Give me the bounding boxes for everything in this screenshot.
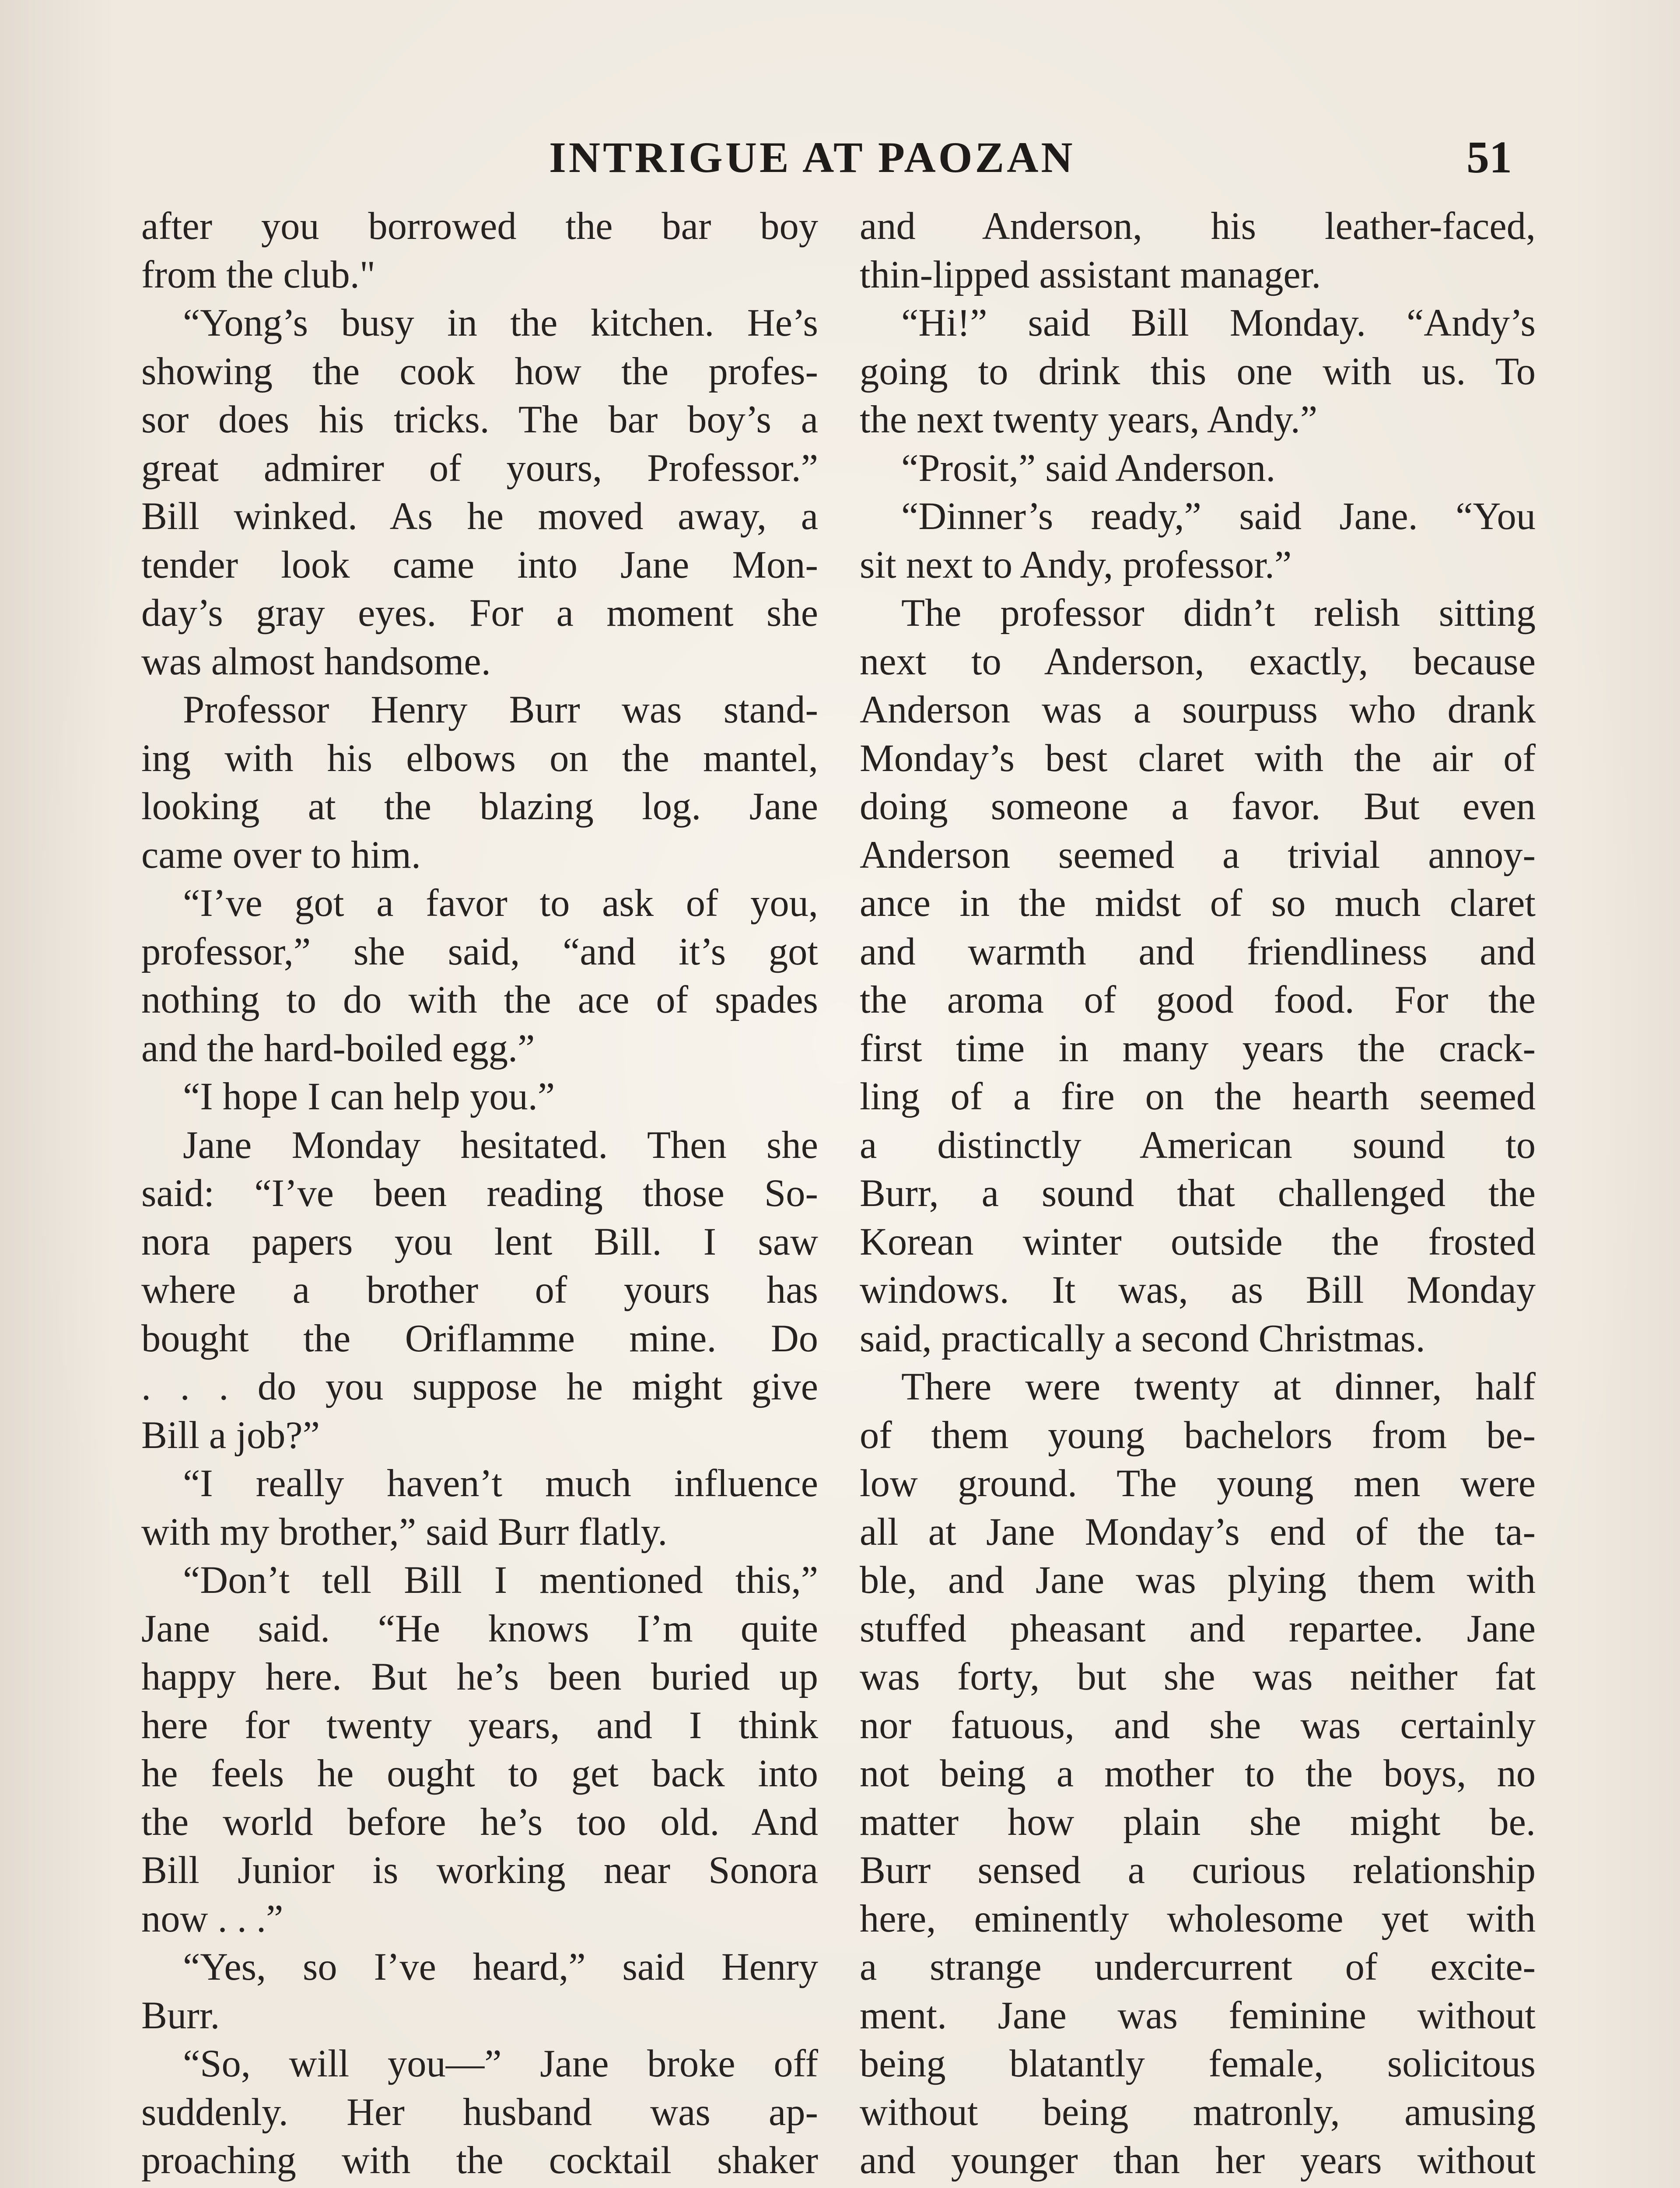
text-line: Jane said. “He knows I’m quite <box>141 1607 818 1650</box>
text-line: and warmth and friendliness and <box>860 930 1536 973</box>
text-line: was forty, but she was neither fat <box>860 1655 1536 1698</box>
text-line: he feels he ought to get back into <box>141 1752 818 1795</box>
text-line: Anderson was a sourpuss who drank <box>860 688 1536 731</box>
text-line: looking at the blazing log. Jane <box>141 785 818 828</box>
text-line: ing with his elbows on the mantel, <box>141 736 818 780</box>
text-line: “So, will you—” Jane broke off <box>183 2042 818 2085</box>
text-line: low ground. The young men were <box>860 1462 1536 1505</box>
text-line: sit next to Andy, professor.” <box>860 543 1292 586</box>
text-line: nor fatuous, and she was certainly <box>860 1704 1536 1747</box>
text-line: ance in the midst of so much claret <box>860 882 1536 925</box>
text-line: going to drink this one with us. To <box>860 350 1536 393</box>
text-line: next to Anderson, exactly, because <box>860 640 1536 683</box>
text-line: here for twenty years, and I think <box>141 1704 818 1747</box>
text-line: windows. It was, as Bill Monday <box>860 1269 1536 1311</box>
text-line: with my brother,” said Burr flatly. <box>141 1510 668 1553</box>
text-line: ble, and Jane was plying them with <box>860 1559 1536 1602</box>
text-line: “Hi!” said Bill Monday. “Andy’s <box>901 302 1536 344</box>
text-column-right <box>860 202 1536 2185</box>
text-line: stuffed pheasant and repartee. Jane <box>860 1607 1536 1650</box>
text-line: was almost handsome. <box>141 640 491 683</box>
text-line: “Yong’s busy in the kitchen. He’s <box>183 302 818 344</box>
text-line: Korean winter outside the frosted <box>860 1220 1536 1263</box>
text-line: matter how plain she might be. <box>860 1800 1536 1844</box>
text-line: Professor Henry Burr was stand- <box>183 688 818 731</box>
text-line: the next twenty years, Andy.” <box>860 398 1318 441</box>
text-line: and Anderson, his leather-faced, <box>860 205 1536 248</box>
text-line: thin-lipped assistant manager. <box>860 253 1321 296</box>
text-line: Burr, a sound that challenged the <box>860 1172 1536 1215</box>
text-line: a strange undercurrent of excite- <box>860 1946 1536 1988</box>
text-line: said, practically a second Christmas. <box>860 1317 1425 1360</box>
text-line: proaching with the cocktail shaker <box>141 2139 818 2182</box>
text-line: “I really haven’t much influence <box>183 1462 818 1505</box>
text-line: ment. Jane was feminine without <box>860 1994 1536 2037</box>
text-line: now . . .” <box>141 1897 284 1940</box>
text-line: and the hard-boiled egg.” <box>141 1027 535 1070</box>
text-line: bought the Oriflamme mine. Do <box>141 1317 818 1360</box>
text-line: “I hope I can help you.” <box>183 1075 555 1118</box>
text-line: Burr. <box>141 1994 220 2037</box>
text-line: happy here. But he’s been buried up <box>141 1655 818 1698</box>
text-line: showing the cook how the profes- <box>141 350 818 393</box>
text-line: not being a mother to the boys, no <box>860 1752 1536 1795</box>
text-line: Bill Junior is working near Sonora <box>141 1849 818 1892</box>
text-line: here, eminently wholesome yet with <box>860 1897 1536 1940</box>
text-line: Monday’s best claret with the air of <box>860 736 1536 780</box>
page-number: 51 <box>1466 132 1512 182</box>
text-line: sor does his tricks. The bar boy’s a <box>141 398 818 441</box>
text-line: and younger than her years without <box>860 2139 1536 2182</box>
text-line: the aroma of good food. For the <box>860 978 1536 1021</box>
text-line: came over to him. <box>141 833 421 877</box>
text-line: where a brother of yours has <box>141 1269 818 1311</box>
text-line: being blatantly female, solicitous <box>860 2042 1536 2085</box>
text-line: Jane Monday hesitated. Then she <box>183 1123 818 1167</box>
text-line: all at Jane Monday’s end of the ta- <box>860 1510 1536 1553</box>
text-line: Bill winked. As he moved away, a <box>141 495 818 538</box>
text-line: Burr sensed a curious relationship <box>860 1849 1536 1892</box>
text-line: nothing to do with the ace of spades <box>141 978 818 1021</box>
text-line: professor,” she said, “and it’s got <box>141 930 818 973</box>
text-line: . . . do you suppose he might give <box>141 1365 818 1408</box>
text-line: a distinctly American sound to <box>860 1123 1536 1167</box>
text-line: “Yes, so I’ve heard,” said Henry <box>183 1946 818 1988</box>
text-line: “Don’t tell Bill I mentioned this,” <box>183 1559 818 1602</box>
text-line: of them young bachelors from be- <box>860 1413 1536 1457</box>
text-line: great admirer of yours, Professor.” <box>141 446 818 490</box>
text-line: suddenly. Her husband was ap- <box>141 2090 818 2134</box>
running-head <box>0 129 1680 186</box>
text-line: first time in many years the crack- <box>860 1027 1536 1070</box>
text-line: “I’ve got a favor to ask of you, <box>183 882 818 925</box>
text-line: nora papers you lent Bill. I saw <box>141 1220 818 1263</box>
text-line: without being matronly, amusing <box>860 2090 1536 2134</box>
text-line: from the club." <box>141 253 376 296</box>
text-line: doing someone a favor. But even <box>860 785 1536 828</box>
text-line: ling of a fire on the hearth seemed <box>860 1075 1536 1118</box>
text-line: after you borrowed the bar boy <box>141 205 818 248</box>
text-line: tender look came into Jane Mon- <box>141 543 818 586</box>
text-line: There were twenty at dinner, half <box>901 1365 1536 1408</box>
text-line: “Dinner’s ready,” said Jane. “You <box>901 495 1536 538</box>
text-line: Anderson seemed a trivial annoy- <box>860 833 1536 877</box>
text-column-left <box>141 202 818 2185</box>
text-line: said: “I’ve been reading those So- <box>141 1172 818 1215</box>
page-title: INTRIGUE AT PAOZAN <box>549 133 1075 182</box>
text-line: day’s gray eyes. For a moment she <box>141 592 818 635</box>
text-line: Bill a job?” <box>141 1413 320 1457</box>
text-line: The professor didn’t relish sitting <box>901 592 1536 635</box>
text-line: the world before he’s too old. And <box>141 1800 818 1844</box>
text-line: “Prosit,” said Anderson. <box>901 446 1276 490</box>
